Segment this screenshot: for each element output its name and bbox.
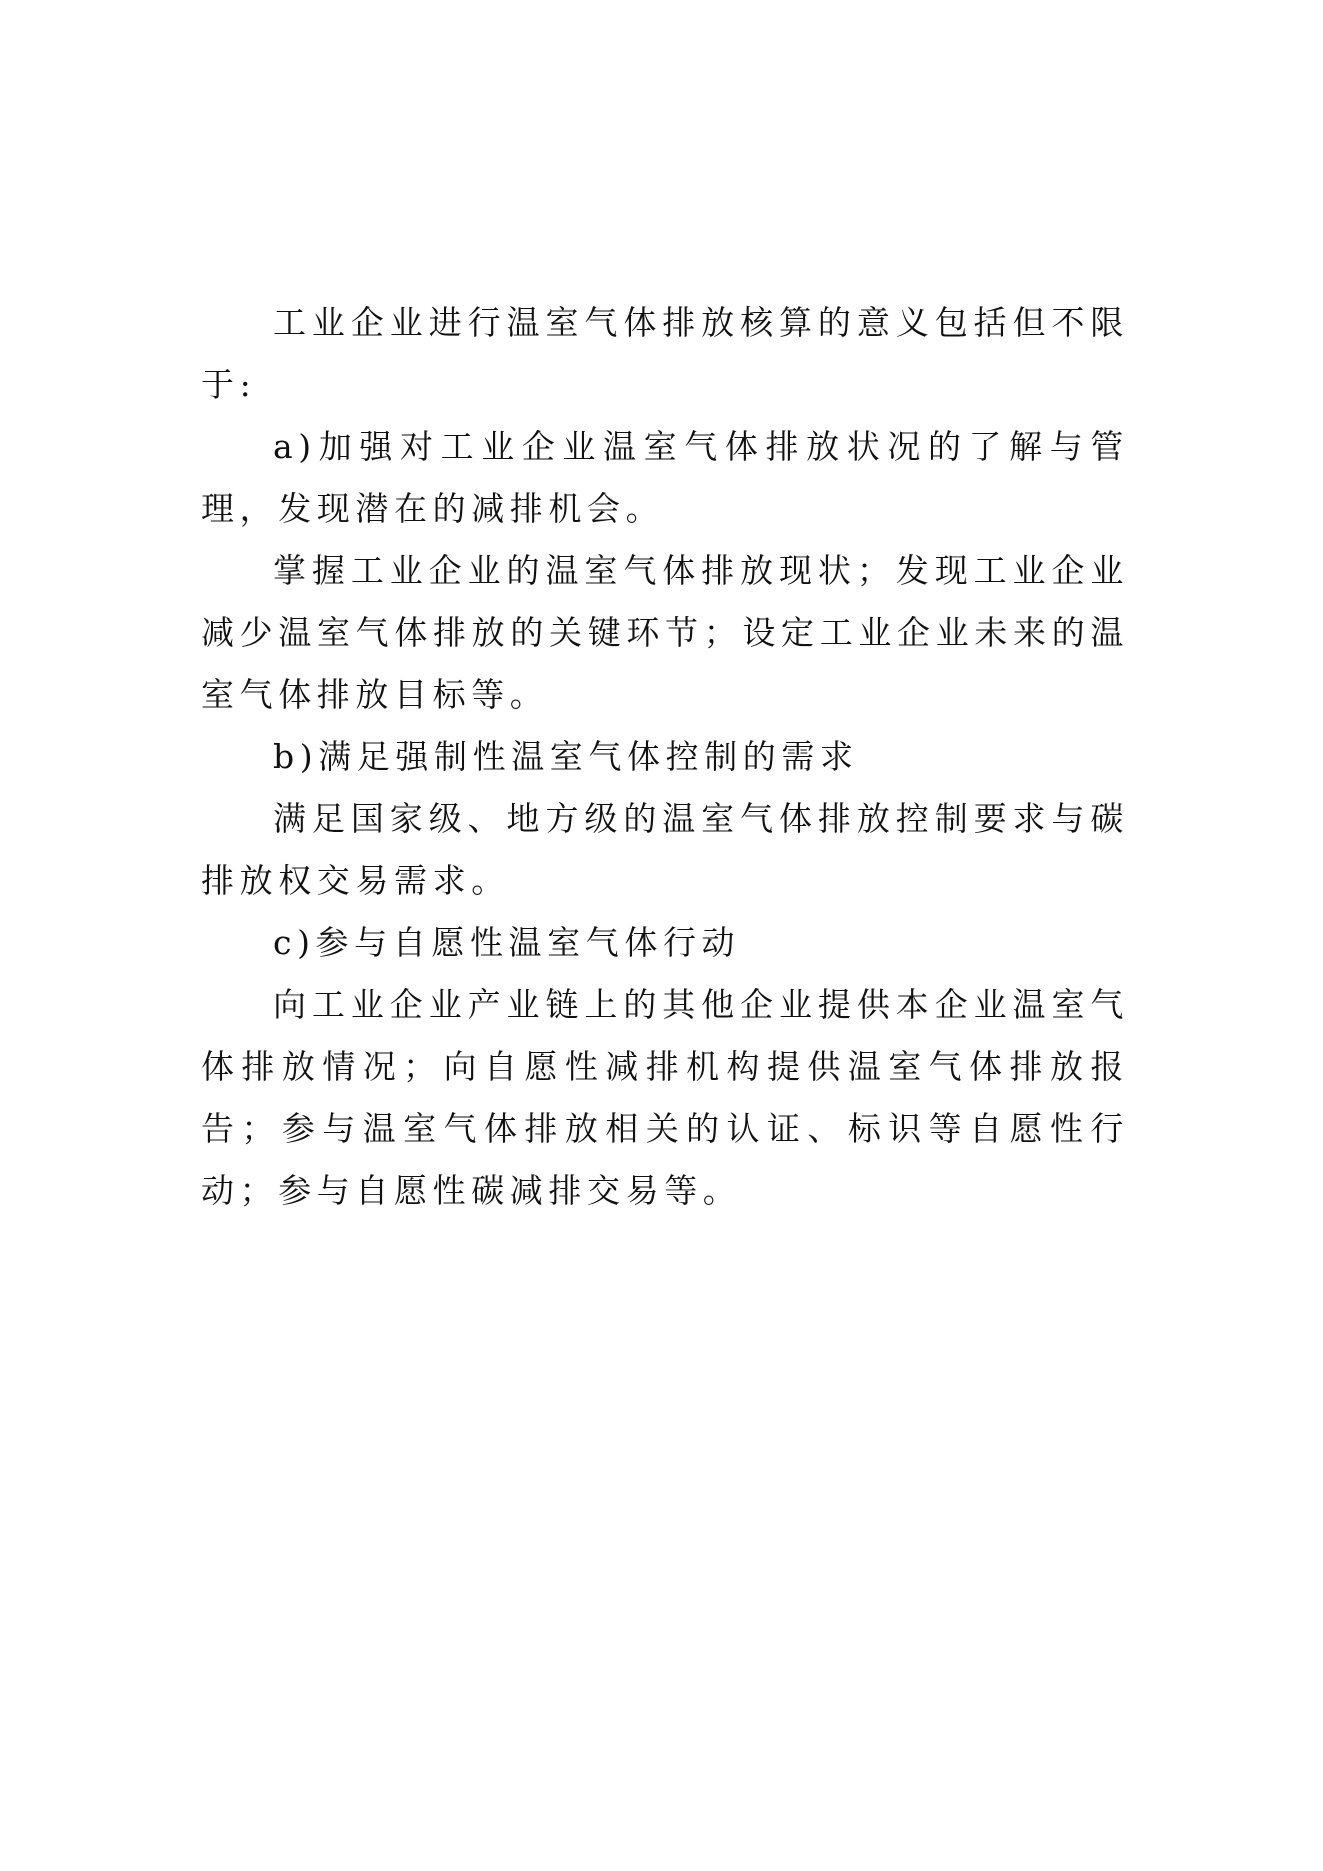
document-body xyxy=(201,292,1129,1222)
item-a-heading: a)加强对工业企业温室气体排放状况的了解与管理，发现潜在的减排机会。 xyxy=(201,427,1129,528)
item-c-body: 向工业企业产业链上的其他企业提供本企业温室气体排放情况；向自愿性减排机构提供温室气体排放报告；参与温室气体排放相关的认证、标识等自愿性行动；参与自愿性碳减排交易等。 xyxy=(201,985,1129,1210)
item-b-body: 满足国家级、地方级的温室气体排放控制要求与碳排放权交易需求。 xyxy=(201,799,1129,900)
item-a-body: 掌握工业企业的温室气体排放现状；发现工业企业减少温室气体排放的关键环节；设定工业企业未来的温室气体排放目标等。 xyxy=(201,551,1129,714)
item-c-heading: c)参与自愿性温室气体行动 xyxy=(273,923,741,962)
intro-paragraph: 工业企业进行温室气体排放核算的意义包括但不限于: xyxy=(201,303,1129,404)
item-b-heading: b)满足强制性温室气体控制的需求 xyxy=(273,737,859,776)
